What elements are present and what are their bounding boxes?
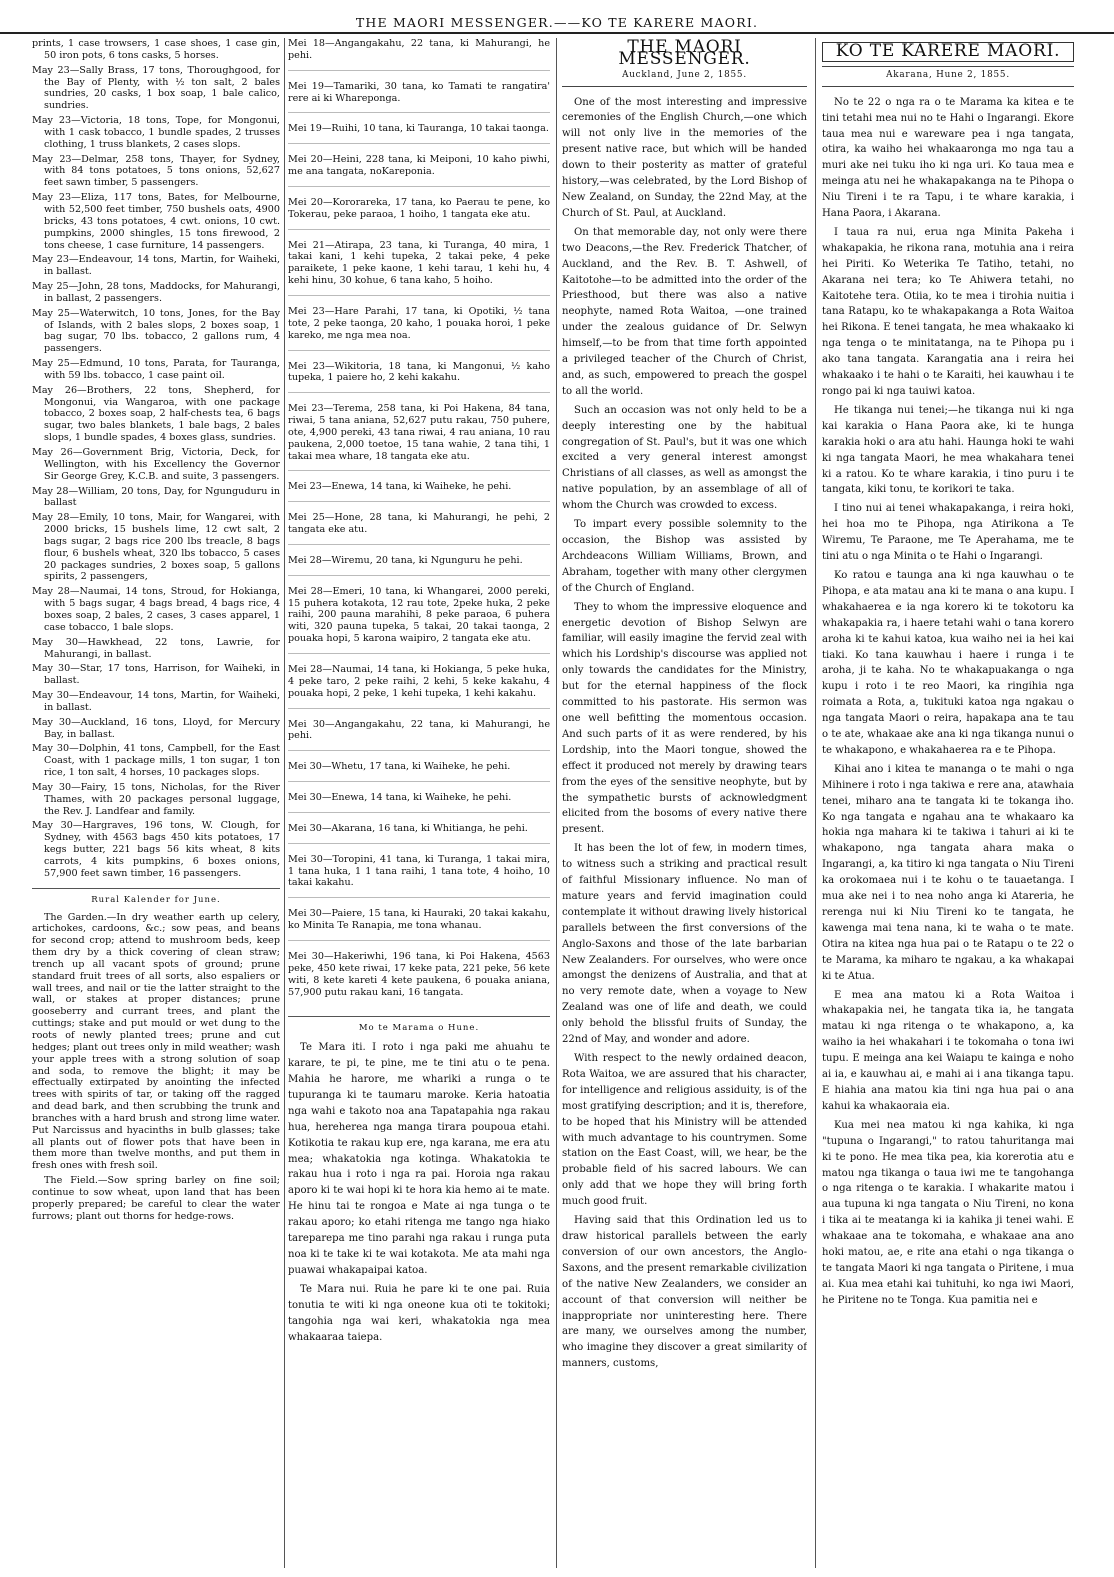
- shipping-entry: May 25—Edmund, 10 tons, Parata, for Tauranga, with 59 lbs. tobacco, 1 case paint oil.: [32, 358, 280, 381]
- shipping-entry: Mei 20—Heini, 228 tana, ki Meiponi, 10 kaho piwhi, me ana tangata, noKareponia.: [288, 154, 550, 187]
- shipping-entry: May 25—Waterwitch, 10 tons, Jones, for the Bay of Islands, with 2 bales slops, 2 boxes soap, 1 bag sugar, 70 lbs. tobacco, 2 gallons rum, 4 passengers.: [32, 307, 280, 355]
- masthead-english: THE MAORI MESSENGER.: [618, 38, 751, 69]
- editorial-body: [562, 95, 807, 1373]
- shipping-entry: May 30—Dolphin, 41 tons, Campbell, for the East Coast, with 1 package mills, 1 ton sugar, 1 ton rice, 1 ton salt, 4 horses, 10 packages slops.: [32, 743, 280, 779]
- shipping-entry: Mei 21—Atirapa, 23 tana, ki Turanga, 40 mira, 1 takai kani, 1 kehi tupeka, 2 takai peke, 4 peke paraikete, 1 peke kaone, 1 kehi tarau, 1 kehi hu, 4 kehi hinu, 30 kohue, 6 tana kaho, 5 hoiho.: [288, 240, 550, 296]
- shipping-entry: May 26—Government Brig, Victoria, Deck, for Wellington, with his Excellency the Governor Sir George Grey, K.C.B. and suite, 3 passengers.: [32, 447, 280, 482]
- paragraph: The Garden.—In dry weather earth up celery, artichokes, cardoons, &c.; sow peas, and beans for second crop; attend to mushroom beds, keep them dry by a thick covering of clean straw; trench up all vacant spots of ground; prune standard fruit trees of all sorts, also espaliers or wall trees, and nail or tie the latter straight to the wall, or stakes at proper distances; prune gooseberry and currant trees, and plant the cuttings; stake and put mould or wet dung to the roots of newly planted trees; prune and cut hedges; plant out trees only in mild weather; wash your apple trees with a strong solution of soap and soda, to remove the blight; it may be effectually extirpated by anointing the infected trees with spirits of tar, or taking off the ragged and dead bark, and then scrubbing the trunk and branches with a hard brush and strong lime water. Put Narcissus and hyacinths in bulb glasses; take all plants out of flower pots that have been in them more than twelve months, and put them in fresh ones with fresh soil.: [32, 911, 280, 1172]
- paragraph: Kihai ano i kitea te mananga o te mahi o nga Mihinere i roto i nga takiwa e rere ana, atawhaia tenei, miharo ana te tangata ki te tokanga iho. Ko nga tangata e ngahau ana te whakaaro ka hokia nga mahara ki te takiwa i tahuri ai ki te whakapono, nga tangata ahara maka o Ingarangi, a, ka titiro ki nga tangata o Niu Tireni ka orokomaea nui i te kohu o te tauaetanga. I mua ake nei i to nea noho anga ki Atareria, he rerenga nui ki Niu Tireni ko te tangata, he kawenga mai tena nana, ki te waha o te mate. Otira na kitea nga hua pai o te Ratapu o te 22 o te Marama, ka miharo te ngakau, a ka whakapai ki te Atua.: [822, 763, 1074, 982]
- shipping-entry: May 30—Hawkhead, 22 tons, Lawrie, for Mahurangi, in ballast.: [32, 636, 280, 660]
- shipping-entry: Mei 30—Enewa, 14 tana, ki Waiheke, he pehi.: [288, 792, 550, 813]
- paragraph: He tikanga nui tenei;—he tikanga nui ki nga kai karakia o Hana Paora ake, ki te hunga karakia hoki o ara atu hahi. Haunga hoki te wahi ki nga tangata Maori, he mea whakahara tenei ki a ratou. Ko te whare karakia, i tino puru i te tangata, kiki tonu, te korikori te taka.: [822, 404, 1074, 496]
- shipping-entry: May 28—Naumai, 14 tons, Stroud, for Hokianga, with 5 bags sugar, 4 bags bread, 4 bags rice, 4 boxes soap, 2 bales, 2 cases, 3 cases apparel, 1 case tobacco, 1 bale slops.: [32, 586, 280, 633]
- column-rule: [815, 38, 816, 1568]
- shipping-entry: Mei 30—Hakeriwhi, 196 tana, ki Poi Hakena, 4563 peke, 450 kete riwai, 17 keke pata, 221 peke, 56 kete witi, 8 kete kareti 4 kete paukena, 6 pouaka aniana, 57,900 putu rakau kani, 16 tangata.: [288, 950, 550, 998]
- paragraph: Ko ratou e taunga ana ki nga kauwhau o te Pihopa, e ata matau ana ki te mana o ana kupu. I whakahaerea e ia nga korero ki te tokotoru ka whakapakia ra, i haere tetahi wahi o tana korero aroha ki te kahui katoa, kua waiho nei ia hei kai tiaki. Ko tana kauwhau i haere i runga i te aroha, ji te kaha. No te whakapuakanga o nga kupu i roto i te reo Maori, ka ringihia nga roimata a Rota, a, tukituki katoa nga ngakau o nga tangata Maori o reira, hapakapa ana te tau o te ate, whakaae ake ana ki nga tikanga nunui o te whakapono, e whakahaerea ra e te Pihopa.: [822, 569, 1074, 756]
- shipping-entry: May 23—Eliza, 117 tons, Bates, for Melbourne, with 52,500 feet timber, 750 bushels oats, 4900 bricks, 43 tons potatoes, 4 cwt. onions, 10 cwt. pumpkins, 2000 shingles, 15 tons firewood, 2 tons cheese, 1 case furniture, 14 passengers.: [32, 192, 280, 251]
- shipping-entry: May 30—Hargraves, 196 tons, W. Clough, for Sydney, with 4563 bags 450 kits potatoes, 17 kegs butter, 221 bags 56 kits wheat, 8 kits carrots, 4 kits pumpkins, 6 boxes onions, 57,900 feet sawn timber, 16 passengers.: [32, 820, 280, 879]
- shipping-entry: Mei 23—Wikitoria, 18 tana, ki Mangonui, ½ kaho tupeka, 1 paiere ho, 2 kehi kakahu.: [288, 361, 550, 394]
- shipping-entry: Mei 28—Emeri, 10 tana, ki Whangarei, 2000 pereki, 15 puhera kotakota, 12 rau tote, 2peke huka, 2 peke raihi, 200 pauna marahihi, 8 peke paraoa, 6 puhera witi, 320 pauna tupeka, 5 takai, 20 takai taonga, 2 pouaka hopi, 5 karona waipiro, 2 tangata eke atu.: [288, 586, 550, 654]
- shipping-list-maori: [288, 38, 550, 1006]
- section-title-rural-kalender: Rural Kalender for June.: [32, 888, 280, 907]
- paragraph: On that memorable day, not only were there two Deacons,—the Rev. Frederick Thatcher, of Auckland, and the Rev. B. T. Ashwell, of Kaitotohe—to be admitted into the order of the Priesthood, but there was also a native neophyte, named Rota Waitoa, —one trained under the zealous guidance of Dr. Selwyn himself,—to be from that time forth appointed a privileged teacher of the Church of Christ, and, as such, empowered to preach the gospel to all the world.: [562, 226, 807, 397]
- paragraph: With respect to the newly ordained deacon, Rota Waitoa, we are assured that his character, for intelligence and religious assiduity, is of the most gratifying description; and it is, therefore, to be hoped that his Ministry will be attended with much advantage to his countrymen. Some station on the East Coast, will, we hear, be the probable field of his sacred labours. We can only add that we hope they will bring forth much good fruit.: [562, 1053, 807, 1208]
- column-shipping-english: [32, 38, 280, 1570]
- shipping-entry: May 23—Victoria, 18 tons, Tope, for Mongonui, with 1 cask tobacco, 1 bundle spades, 2 trusses clothing, 1 truss blankets, 2 cases slops.: [32, 115, 280, 150]
- shipping-entry: May 30—Auckland, 16 tons, Lloyd, for Mercury Bay, in ballast.: [32, 716, 280, 740]
- editorial-body-maori: [822, 95, 1074, 1309]
- paragraph: Te Mara iti. I roto i nga paki me ahuahu te karare, te pi, te pine, me te tini atu o te pena. Mahia he harore, me whariki a runga o te tupuranga ki te taumaru maroke. Keria hatoatia nga wahi e takoto noa ana Tapatapahia nga rakau hua, hereherea nga manga tirara poupoua etahi. Kotikotia te rakau kup ere, nga karana, me era atu mea; whakatokia nga kotinga. Whakatokia te rakau hua i roto i nga ra pai. Horoia nga rakau aporo ki te wai hopi ki te hora kia hemo ai te mate. He hinu tai te rongoa e Mate ai nga tunga o te rakau aporo; ko etahi ritenga me tango nga hiako tareparepa me tino parahi nga rakau i runga puta noa ki te take ki te wai kotakota. Me ata mahi nga puawai whakapaipai katoa.: [288, 1042, 550, 1276]
- column-rule: [284, 38, 285, 1568]
- shipping-entry: May 23—Sally Brass, 17 tons, Thoroughgood, for the Bay of Plenty, with ½ ton salt, 2 bales sundries, 20 casks, 1 box soap, 1 bale calico, sundries.: [32, 64, 280, 112]
- shipping-entry: Mei 20—Kororareka, 17 tana, ko Paerau te pene, ko Tokerau, peke paraoa, 1 hoiho, 1 tangata eke atu.: [288, 197, 550, 230]
- shipping-entry: Mei 25—Hone, 28 tana, ki Mahurangi, he pehi, 2 tangata eke atu.: [288, 512, 550, 545]
- shipping-entry: Mei 19—Ruihi, 10 tana, ki Tauranga, 10 takai taonga.: [288, 123, 550, 144]
- shipping-entry: Mei 23—Terema, 258 tana, ki Poi Hakena, 84 tana, riwai, 5 tana aniana, 52,627 putu rakau, 750 puhere, ote, 4,900 pereki, 43 tana riwai, 4 rau aniana, 10 rau paukena, 2,000 toetoe, 15 tana wahie, 2 tana tihi, 1 takai mea whare, 18 tangata eke atu.: [288, 403, 550, 471]
- running-title: THE MAORI MESSENGER.——KO TE KARERE MAORI.: [355, 15, 759, 30]
- section-title-hune: Mo te Marama o Hune.: [288, 1016, 550, 1035]
- paragraph: To impart every possible solemnity to the occasion, the Bishop was assisted by Archdeacons William Williams, Brown, and Abraham, together with many other clergymen of the Church of England.: [562, 519, 807, 594]
- shipping-entry: May 30—Fairy, 15 tons, Nicholas, for the River Thames, with 20 packages personal luggage, the Rev. J. Landfear and family.: [32, 781, 280, 817]
- shipping-entry: prints, 1 case trowsers, 1 case shoes, 1 case gin, 50 iron pots, 6 tons casks, 5 horses.: [32, 38, 280, 61]
- shipping-list: [32, 38, 280, 880]
- shipping-entry: Mei 23—Enewa, 14 tana, ki Waiheke, he pehi.: [288, 481, 550, 502]
- shipping-entry: Mei 28—Naumai, 14 tana, ki Hokianga, 5 peke huka, 4 peke taro, 2 peke raihi, 2 kehi, 5 keke kakahu, 4 pouaka hopi, 2 peke, 1 kehi tupeka, 1 kehi kakahu.: [288, 664, 550, 709]
- running-header: [0, 0, 1114, 34]
- shipping-entry: Mei 30—Angangakahu, 22 tana, ki Mahurangi, he pehi.: [288, 719, 550, 752]
- shipping-entry: May 23—Delmar, 258 tons, Thayer, for Sydney, with 84 tons potatoes, 5 tons onions, 52,627 feet sawn timber, 5 passengers.: [32, 153, 280, 189]
- shipping-entry: Mei 19—Tamariki, 30 tana, ko Tamati te rangatira' rere ai ki Whareponga.: [288, 81, 550, 114]
- paragraph: The Field.—Sow spring barley on fine soil; continue to sow wheat, upon land that has been properly prepared; be careful to clear the water furrows; plant out thorns for hedge-rows.: [32, 1175, 280, 1222]
- paragraph: Such an occasion was not only held to be a deeply interesting one by the habitual congregation of St. Paul's, but it was one which excited a very general interest amongst Christians of all classes, as well as amongst the native population, by an assemblage of all of whom the Church was crowded to excess.: [562, 404, 807, 512]
- paragraph: Kua mei nea matou ki nga kahika, ki nga "tupuna o Ingarangi," to ratou tahuritanga mai ki te pono. He mea tika pea, kia korerotia atu e matou nga tikanga o taua iwi me te tangohanga o nga ritenga o te karakia. I whakarite matou i aua tupuna ki nga tangata o Niu Tireni, no kona i tika ai te meatanga ki ia kahika ji tenei wahi. E whakaae ana te tokomaha, e whakaae ana ano hoki matou, ae, e rite ana etahi o nga tikanga o te tangata Maori ki nga tangata o Piritene, i mua ai. Kua mea etahi kai tuhituhi, ko nga iwi Maori, he Piritene no te Tonga. Kua pamitia nei e: [822, 1119, 1074, 1306]
- column-shipping-maori: [288, 38, 550, 1570]
- shipping-entry: May 28—Emily, 10 tons, Mair, for Wangarei, with 2000 bricks, 15 bushels lime, 12 cwt salt, 2 bags sugar, 2 bags rice 200 lbs treacle, 8 bags flour, 6 bushels wheat, 320 lbs tobacco, 5 cases 20 packages sundries, 2 boxes soap, 5 gallons spirits, 2 passengers,: [32, 512, 280, 583]
- shipping-entry: May 28—William, 20 tons, Day, for Ngunguduru in ballast: [32, 485, 280, 509]
- dateline-maori: Akarana, Hune 2, 1855.: [822, 66, 1074, 87]
- shipping-entry: Mei 30—Akarana, 16 tana, ki Whitianga, he pehi.: [288, 823, 550, 844]
- rural-kalender-body: [32, 912, 280, 1223]
- paragraph: It has been the lot of few, in modern times, to witness such a striking and practical result of faithful Missionary influence. No man of mature years and fervid imagination could contemplate it without drawing lively historical parallels between the first conversions of the Anglo-Saxons and those of the late barbarian New Zealanders. For ourselves, who were once amongst the denizens of Australia, and that at no very remote date, when a voyage to New Zealand was one of life and death, we could only behold the blissful fruits of Sunday, the 22nd of May, and wonder and adore.: [562, 843, 807, 1046]
- shipping-entry: Mei 18—Angangakahu, 22 tana, ki Mahurangi, he pehi.: [288, 38, 550, 71]
- shipping-entry: May 25—John, 28 tons, Maddocks, for Mahurangi, in ballast, 2 passengers.: [32, 281, 280, 304]
- masthead-maori: KO TE KARERE MAORI.: [822, 42, 1074, 62]
- shipping-entry: May 23—Endeavour, 14 tons, Martin, for Waiheki, in ballast.: [32, 254, 280, 278]
- hune-body: [288, 1040, 550, 1345]
- column-editorial-english: [562, 38, 807, 1570]
- shipping-entry: May 30—Star, 17 tons, Harrison, for Waiheki, in ballast.: [32, 663, 280, 687]
- column-editorial-maori: [822, 38, 1074, 1570]
- column-rule: [556, 38, 557, 1568]
- paragraph: They to whom the impressive eloquence and energetic devotion of Bishop Selwyn are familiar, will easily imagine the fervid zeal with which his Lordship's discourse was applied not only towards the candidates for the Ministry, but for the eternal happiness of the flock committed to his pastorate. His sermon was one well befitting the momentous occasion. And such parts of it as were rendered, by his Lordship, into the Maori tongue, showed the effect it produced not merely by drawing tears from the eyes of the sensitive neophyte, but by the sympathetic bursts of acknowledgment elicited from the bosoms of every native there present.: [562, 601, 807, 836]
- shipping-entry: Mei 30—Paiere, 15 tana, ki Hauraki, 20 takai kakahu, ko Minita Te Ranapia, me tona whanau.: [288, 908, 550, 941]
- paragraph: No te 22 o nga ra o te Marama ka kitea e te tini tetahi mea nui no te Hahi o Ingarangi. Ekore taua mea nui e wareware pea i nga tangata, otira, ka waiho hei whakaaronga mo nga tau a muri ake nei tuku iho ki nga uri. Ko taua mea e meinga atu nei he whakapakanga na te Pihopa o Niu Tireni i te ra Tapu, i te whare karakia, i Hana Paora, i Akarana.: [822, 96, 1074, 220]
- shipping-entry: Mei 28—Wiremu, 20 tana, ki Ngunguru he pehi.: [288, 555, 550, 576]
- paragraph: I tino nui ai tenei whakapakanga, i reira hoki, hei hoa mo te Pihopa, nga Atirikona a Te Wiremu, Te Paraone, me Te Aperahama, me te tini atu o nga Minita o te Hahi o Ingarangi.: [822, 503, 1074, 563]
- paragraph: Te Mara nui. Ruia he pare ki te one pai. Ruia tonutia te witi ki nga oneone kua oti te tokitoki; tangohia nga wai keri, whakatokia nga mea whakaaraa taiepa.: [288, 1283, 550, 1343]
- shipping-entry: Mei 30—Toropini, 41 tana, ki Turanga, 1 takai mira, 1 tana huka, 1 1 tana raihi, 1 tana tote, 4 hoiho, 10 takai kakahu.: [288, 854, 550, 899]
- shipping-entry: May 30—Endeavour, 14 tons, Martin, for Waiheki, in ballast.: [32, 690, 280, 713]
- paragraph: One of the most interesting and impressive ceremonies of the English Church,—one which will not only live in the memories of the present native race, but which will be handed down to their posterity as matter of grateful history,—was celebrated, by the Lord Bishop of New Zealand, on Sunday, the 22nd May, at the Church of St. Paul, at Auckland.: [562, 96, 807, 219]
- shipping-entry: May 26—Brothers, 22 tons, Shepherd, for Mongonui, via Wangaroa, with one package tobacco, 2 boxes soap, 2 half-chests tea, 6 bags sugar, two bales blankets, 1 bale bags, 2 bales slops, 1 bundle spades, 4 boxes glass, sundries.: [32, 384, 280, 444]
- shipping-entry: Mei 30—Whetu, 17 tana, ki Waiheke, he pehi.: [288, 761, 550, 782]
- dateline-english: Auckland, June 2, 1855.: [562, 70, 807, 87]
- paragraph: I taua ra nui, erua nga Minita Pakeha i whakapakia, he rikona rana, motuhia ana i reira hei Piriti. Ko Weterika Te Tatiho, tetahi, no Akarana nei tera; ko Te Ahiwera tetahi, no Kaitotehe tera. Otiia, ko te mea i tirohia nuitia i tana Ratapu, ko te whakapakanga a Rota Waitoa hei Rikona. E tenei tangata, he mea whakaako ki nga tenga o te minitatanga, na te Pihopa pu i ako tana tangata. Karangatia ana i reira hei whakaako i te hahi o te Karaiti, hei kauwhau i te rongo pai ki nga tauiwi katoa.: [822, 226, 1074, 397]
- shipping-entry: Mei 23—Hare Parahi, 17 tana, ki Opotiki, ½ tana tote, 2 peke taonga, 20 kaho, 1 pouaka horoi, 1 peke kareko, me nga mea noa.: [288, 306, 550, 351]
- paragraph: E mea ana matou ki a Rota Waitoa i whakapakia nei, he tangata tika ia, he tangata matau ki nga ritenga o te whakapono, a, ka waiho ia hei whakahari i te tokomaha o tona iwi tupu. E meinga ana kei Waiapu te kainga e noho ai ia, e kauwhau ai, e mahi ai i ana tikanga tapu. E hiahia ana matou kia tini nga hua pai o ana kahui ka whakaoraia eia.: [822, 989, 1074, 1112]
- paragraph: Having said that this Ordination led us to draw historical parallels between the early conversion of our own ancestors, the Anglo-Saxons, and the present remarkable civilization of the native New Zealanders, we consider an account of that conversion will neither be inappropriate nor uninteresting here. There are many, we ourselves among the number, who imagine they discover a great similarity of manners, customs,: [562, 1215, 807, 1370]
